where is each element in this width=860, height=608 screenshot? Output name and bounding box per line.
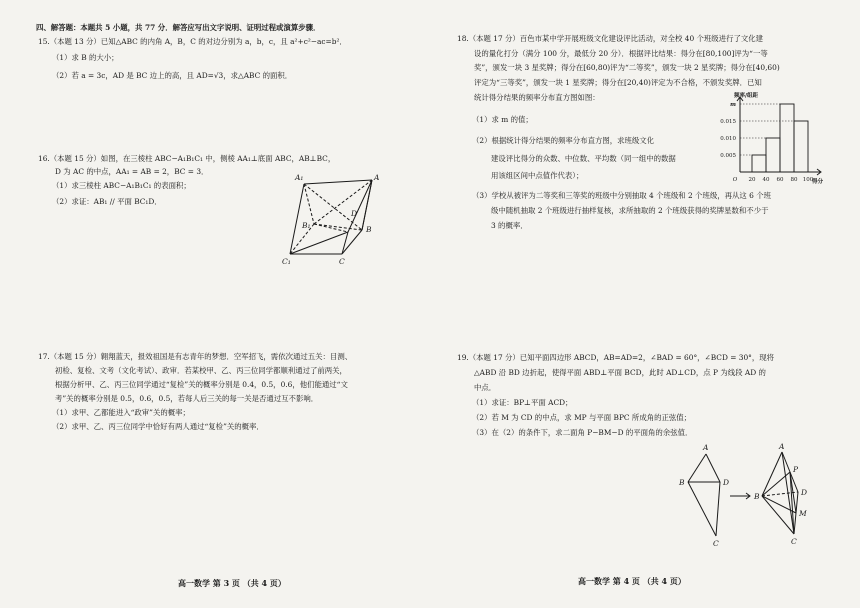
- q19-line4: （1）求证：BP⊥平面 ACD；: [472, 398, 573, 407]
- q19-line1: 19.（本题 17 分）已知平面四边形 ABCD，AB=AD=2，∠BAD = 60°，∠BCD = 30°，现将: [457, 353, 775, 362]
- flat-label-a: A: [703, 443, 709, 452]
- histogram-bar: [780, 104, 794, 172]
- x-tick-label: 20: [748, 177, 756, 183]
- q19-line5: （2）若 M 为 CD 的中点，求 MP 与平面 BPC 所成角的正弦值；: [472, 413, 692, 422]
- histogram-bar: [794, 121, 808, 172]
- q15-line1: 15.（本题 13 分）已知△ABC 的内角 A，B，C 的对边分别为 a，b，c，且 a²+c²−ac=b²．: [38, 37, 347, 46]
- y-axis-label: 频率/组距: [734, 93, 759, 99]
- label-a: A: [374, 173, 380, 182]
- x-tick-label: 80: [790, 177, 798, 183]
- label-a1: A₁: [295, 173, 304, 182]
- q18-line3: 奖”，颁发一块 3 星奖牌；得分在[60,80)评为“二等奖”，颁发一块 2 星奖牌；得分在[40,60): [474, 63, 780, 72]
- q16-line1: 16.（本题 15 分）如图，在三棱柱 ABC−A₁B₁C₁ 中，侧棱 AA₁⊥底面 ABC，AB⊥BC，: [38, 154, 336, 163]
- fold-label-m: M: [799, 509, 807, 518]
- folding-figure: [670, 440, 830, 550]
- q17-line1: 17.（本题 15 分）翱翔蓝天，报效祖国是有志青年的梦想．空军招飞，需依次通过五关：目测、: [38, 352, 353, 361]
- q18-line2: 设的量化打分（满分 100 分，最低分 20 分）．根据评比结果：得分在[80,100]评为“一等: [474, 49, 768, 58]
- q17-line2: 初检、复检、文考（文化考试）、政审．若某校甲、乙、丙三位同学都顺利通过了前两关，: [55, 366, 347, 375]
- section-heading: 四、解答题：本题共 5 小题，共 77 分．解答应写出文字说明、证明过程或演算步骤．: [36, 23, 321, 32]
- q15-line2: （1）求 B 的大小；: [52, 53, 119, 62]
- prism-figure: [280, 166, 400, 270]
- footer-left: 高一数学 第 3 页 （共 4 页）: [178, 578, 286, 588]
- q18-line9: 用该组区间中点值作代表）；: [491, 171, 584, 180]
- q18-line8: 建设评比得分的众数、中位数、平均数（同一组中的数据: [491, 154, 676, 163]
- q17-line6: （2）求甲、乙、丙三位同学中恰好有两人通过“复检”关的概率．: [52, 422, 264, 431]
- q19-line6: （3）在（2）的条件下，求二面角 P−BM−D 的平面角的余弦值．: [472, 428, 693, 437]
- q18-line12: 3 的概率．: [491, 221, 528, 230]
- y-tick-label: 0.005: [720, 153, 736, 159]
- q17-line5: （1）求甲、乙都能进入“政审”关的概率；: [52, 408, 190, 417]
- y-tick-label: m: [730, 102, 736, 108]
- histogram-bar: [752, 155, 766, 172]
- flat-label-d: D: [723, 478, 730, 487]
- fold-label-c: C: [791, 537, 797, 546]
- label-b1: B₁: [302, 221, 311, 230]
- q17-line4: 考”关的概率分别是 0.5，0.6，0.5，若每人后三关的每一关是否通过互不影响．: [55, 394, 319, 403]
- flat-label-c: C: [713, 539, 719, 548]
- fold-label-b: B: [754, 492, 760, 501]
- q18-line6: （1）求 m 的值；: [472, 115, 533, 124]
- label-d: D: [351, 209, 358, 218]
- frequency-histogram: [700, 92, 830, 184]
- q19-line2: △ABD 沿 BD 边折起，使得平面 ABD⊥平面 BCD，此时 AD⊥CD，点 P 为线段 AD 的: [474, 368, 766, 377]
- label-c1: C₁: [282, 257, 291, 266]
- q18-line4: 评定为“三等奖”，颁发一块 1 星奖牌；得分在[20,40)评定为不合格，不颁发奖牌．已知: [474, 78, 762, 87]
- q16-line3: （1）求三棱柱 ABC−A₁B₁C₁ 的表面积；: [52, 181, 191, 190]
- x-tick-label: O: [732, 177, 738, 183]
- histogram-bar: [766, 138, 780, 172]
- q16-line4: （2）求证：AB₁ // 平面 BC₁D．: [52, 197, 162, 206]
- x-tick-label: 100: [802, 177, 814, 183]
- fold-label-p: P: [793, 465, 799, 474]
- q18-line1: 18.（本题 17 分）百色市某中学开展班级文化建设评比活动，对全校 40 个班级进行了文化建: [457, 34, 764, 43]
- q15-line3: （2）若 a = 3c，AD 是 BC 边上的高，且 AD=√3，求△ABC 的面积．: [52, 71, 293, 80]
- q18-line11: 级中随机抽取 2 个班级进行抽样复核，求所抽取的 2 个班级获得的奖牌星数和不少于: [491, 206, 769, 215]
- q16-line2: D 为 AC 的中点，AA₁ = AB = 2，BC = 3．: [55, 167, 209, 176]
- q19-line3: 中点．: [474, 383, 497, 392]
- footer-right: 高一数学 第 4 页 （共 4 页）: [578, 576, 686, 586]
- q17-line3: 根据分析甲、乙、丙三位同学通过“复检”关的概率分别是 0.4，0.5，0.6，他们能通过“文: [55, 380, 348, 389]
- x-axis-label: 得分: [812, 179, 824, 184]
- label-b: B: [366, 225, 372, 234]
- flat-label-b: B: [679, 478, 685, 487]
- fold-label-d: D: [801, 488, 808, 497]
- q18-line10: （3）学校从被评为二等奖和三等奖的班级中分别抽取 4 个班级和 2 个班级，再从这 6 个班: [472, 191, 771, 200]
- x-tick-label: 40: [762, 177, 770, 183]
- q18-line5: 统计得分结果的频率分布直方图如图：: [474, 93, 600, 102]
- y-tick-label: 0.010: [720, 136, 736, 142]
- q18-line7: （2）根据统计得分结果的频率分布直方图，求班级文化: [472, 136, 655, 145]
- fold-label-a: A: [779, 442, 785, 451]
- label-c: C: [339, 257, 345, 266]
- x-tick-label: 60: [776, 177, 784, 183]
- y-tick-label: 0.015: [720, 119, 736, 125]
